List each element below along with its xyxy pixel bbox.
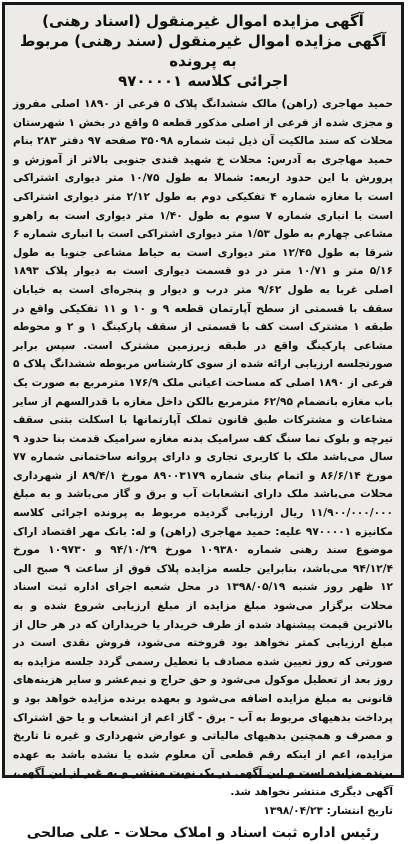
signature-line: رئیس اداره ثبت اسناد و املاک محلات - علی صالحی (26, 824, 380, 841)
publish-date: تاریخ انتشار: ۱۳۹۸/۰۴/۲۳ (263, 804, 393, 817)
notice-page (2, 2, 404, 841)
title-line-3: اجرائی کلاسه ۹۷۰۰۰۰۱ (118, 72, 288, 90)
notice-title (13, 11, 393, 91)
title-line-2: آگهی مزایده اموال غیرمنقول (سند رهنی) مربوط به پرونده (19, 32, 387, 70)
title-line-1: آگهی مزایده اموال غیرمنقول (اسناد رهنی) (42, 12, 364, 30)
notice-body (13, 95, 393, 820)
body-paragraph: حمید مهاجری (راهن) مالک ششدانگ پلاک ۵ فرعی از ۱۸۹۰ اصلی مفروز و مجزی شده از فرعی از اصلی مذکور قطعه ۵ واقع در بخش ۱ شهرستان محلات که سند مالکیت آن ذیل ثبت شماره ۳۵۰۹۸ صفحه ۹۷ دفتر ۲۸۳ بنام حمید مهاجری به آدرس: محلات خ شهید قندی جنوبی بالاتر از آموزش و پرورش با این حدود اربعه: شمالا به طول ۱۰/۷۵ متر دیواری اشتراکی است با مغازه شماره ۴ تفکیکی دوم به طول ۲/۱۲ متر دیواری اشتراکی است با انباری شماره ۷ سوم به طول ۱/۴۰ متر دیواری است به راهرو مشاعی چهارم به طول ۱/۵۳ متر دیواری اشتراکی است با انباری شماره ۶ شرقا به طول ۱۲/۴۵ متر دیواری است به حیاط مشاعی جنوبا به طول ۵/۱۶ متر و ۱۰/۷۱ متر در دو قسمت دیواری است به دیوار پلاک ۱۸۹۳ اصلی غربا به طول ۹/۶۲ متر درب و دیوار و پنجره‌ای است به خیابان سقف با قسمتی از سطح آپارتمان قطعه ۹ و ۱۰ و ۱۱ تفکیکی واقع در طبقه ۱ مشترک است کف با قسمتی از سقف پارکینگ ۱ و ۲ و محوطه مشاعی پارکینگ واقع در طبقه زیرزمین مشترک است. سپس برابر صورتجلسه ارزیابی ارائه شده از سوی کارشناس مربوطه ششدانگ پلاک ۵ فرعی از ۱۸۹۰ اصلی که مساحت اعیانی ملک ۱۷۶/۹ مترمربع به صورت یک باب مغازه بانضمام ۶۲/۹۵ مترمربع بالکن داخل مغازه با قدرالسهم از سایر مشاعات و مشترکات طبق قانون تملک آپارتمانها با اسکلت بتنی سقف تیرچه و بلوک نما سنگ کف سرامیک بدنه مغازه سرامیک قدمت بنا حدود ۹ سال می‌باشد ملک با کاربری تجاری و دارای پروانه ساختمانی شماره ۷۷ مورخ ۸۶/۶/۱۴ و اتمام بنای شماره ۸۹۰۰۳۱۷۹ مورخ ۸۹/۴/۱ از شهرداری محلات می‌باشد ملک دارای انشعابات آب و برق و گاز می‌باشد و به مبلغ ۱۱/۹۰۰/۰۰۰/۰۰۰ ریال ارزیابی گردیده مربوط به پرونده اجرائی کلاسه مکانیزه ۹۷۰۰۰۰۱ علیه: حمید مهاجری (راهن) و له: بانک مهر اقتصاد اراک موضوع سند رهنی شماره ۱۰۹۳۸۰ مورخ ۹۴/۱۰/۲۹ و ۱۰۹۷۳۰ مورخ ۹۴/۱۲/۴ می‌باشد، بنابراین جلسه مزایده پلاک فوق از ساعت ۹ صبح الی ۱۲ ظهر روز شنبه ۱۳۹۸/۰۵/۱۹ در محل شعبه اجرای اداره ثبت اسناد محلات برگزار می‌شود مبلغ مزایده از مبلغ ارزیابی شروع شده و به بالاترین قیمت پیشنهاد شده از طرف خریدار یا خریداران که در هر حال از مبلغ ارزیابی کمتر نخواهد بود فروخته می‌شود، فروش نقدی است در صورتی که روز تعیین شده مصادف با تعطیل رسمی گردد جلسه مزایده به روز بعد از تعطیل موکول می‌شود و حق حراج و نیم‌عشر و سایر هزینه‌های قانونی به مبلغ مزایده اضافه می‌شود و بعهده برنده مزایده خواهد بود و پرداخت بدهیهای مربوط به آب - برق - گاز اعم از انشعاب و یا حق اشتراک و مصرف و همچنین بدهیهای مالیاتی و عوارض شهرداری و غیره تا تاریخ مزایده، اعم از اینکه رقم قطعی آن معلوم شده یا نشده باشد به عهده برنده مزایده است و این آگهی در یک نوبت منتشر و به غیر از این آگهی، آگهی دیگری منتشر نخواهد شد. (13, 98, 394, 798)
